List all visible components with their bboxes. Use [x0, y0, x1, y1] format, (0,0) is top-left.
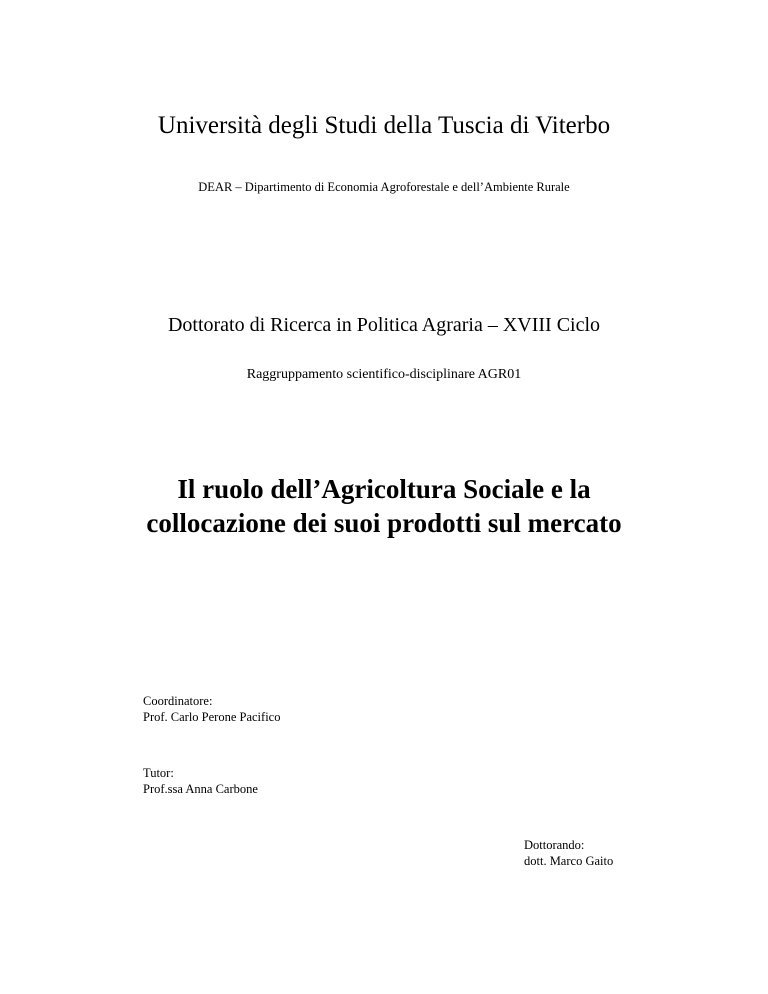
scientific-grouping: Raggruppamento scientifico-disciplinare AGR01: [246, 367, 522, 382]
doctorate-program: Dottorato di Ricerca in Politica Agraria – XVIII Ciclo: [167, 314, 601, 336]
tutor-name: Prof.ssa Anna Carbone: [143, 782, 258, 796]
thesis-title: [0, 472, 768, 540]
candidate-label: Dottorando:: [524, 838, 585, 852]
thesis-title-line-1: Il ruolo dell’Agricoltura Sociale e la: [177, 474, 591, 504]
thesis-title-line-2: collocazione dei suoi prodotti sul mercato: [146, 508, 622, 538]
coordinator-name: Prof. Carlo Perone Pacifico: [143, 710, 281, 724]
department-name: DEAR – Dipartimento di Economia Agroforestale e dell’Ambiente Rurale: [198, 180, 570, 194]
coordinator-label: Coordinatore:: [143, 694, 213, 708]
tutor-block: [143, 765, 258, 797]
candidate-name: dott. Marco Gaito: [524, 854, 614, 868]
candidate-block: [524, 837, 613, 869]
tutor-label: Tutor:: [143, 766, 174, 780]
university-name: Università degli Studi della Tuscia di Viterbo: [157, 112, 611, 139]
coordinator-block: [143, 693, 280, 725]
